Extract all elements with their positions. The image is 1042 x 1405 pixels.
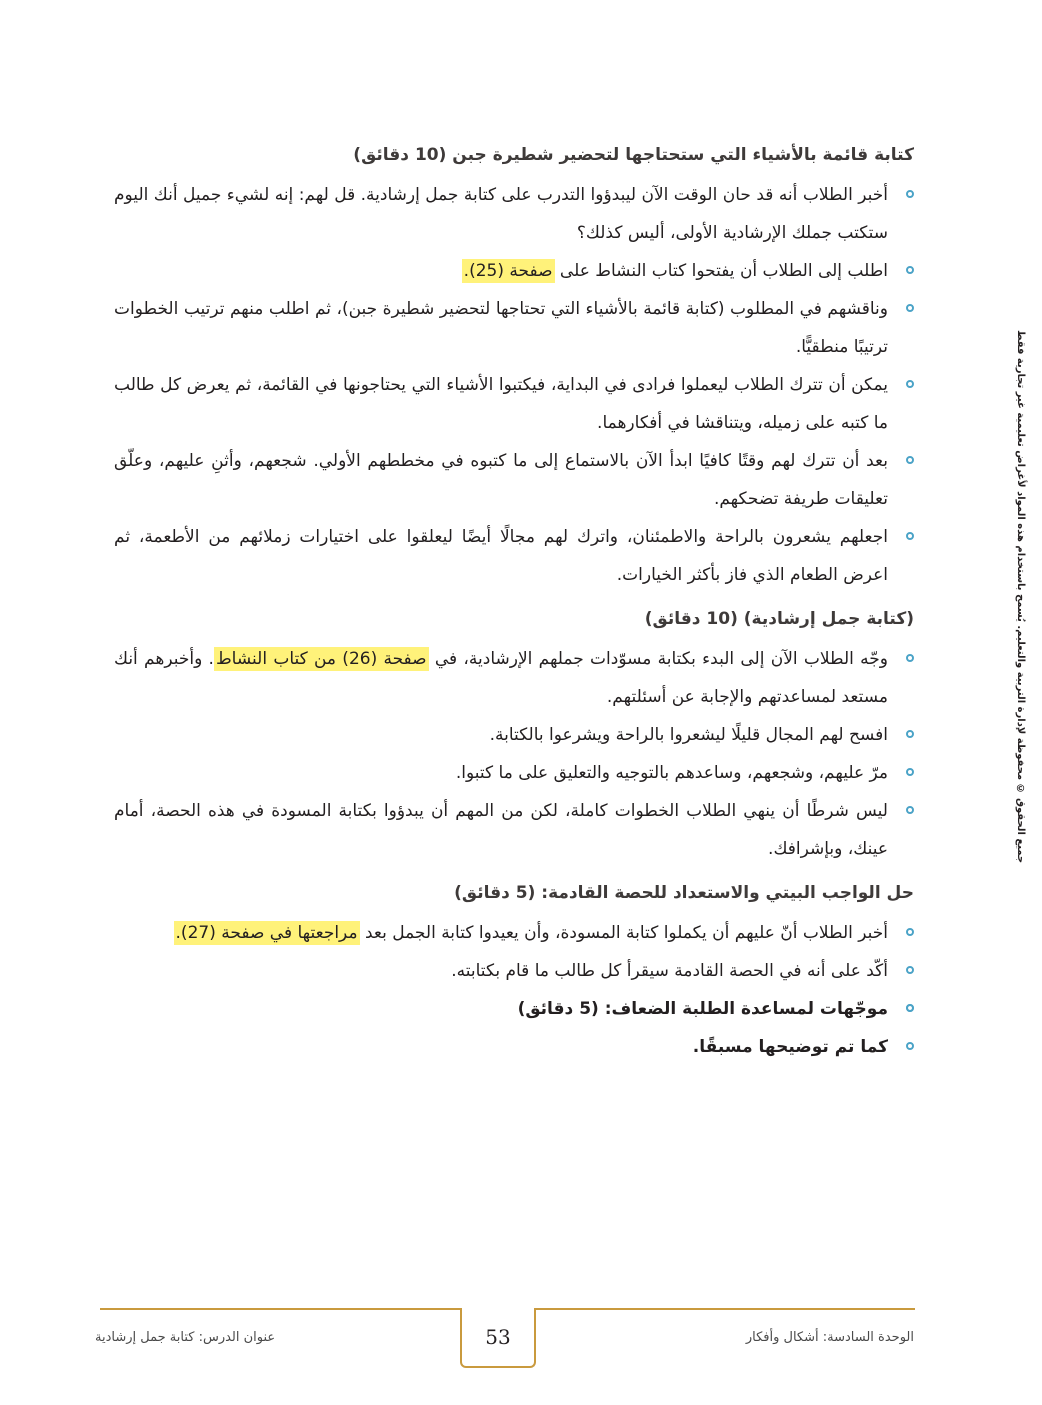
bullet-list	[114, 640, 914, 868]
bullet-icon	[906, 190, 914, 198]
section-heading: كتابة قائمة بالأشياء التي ستحتاجها لتحضير شطيرة جبن (10 دقائق)	[353, 145, 914, 165]
item-text: مرّ عليهم، وشجعهم، وساعدهم بالتوجيه والتعليق على ما كتبوا.	[455, 763, 888, 783]
highlighted-page-ref: صفحة (26) من كتاب النشاط	[215, 649, 427, 669]
page-number-tab	[460, 1308, 536, 1368]
item-text: وناقشهم في المطلوب (كتابة قائمة بالأشياء التي تحتاجها لتحضير شطيرة جبن)، ثم اطلب منهم ترتيب الخطوات ترتيبًا منطقيًّا.	[114, 299, 888, 357]
bullet-list	[114, 914, 914, 1066]
bullet-icon	[906, 1042, 914, 1050]
item-text: أكّد على أنه في الحصة القادمة سيقرأ كل طالب ما قام بكتابته.	[451, 961, 888, 981]
item-text: . وأخبرهم أنك مستعد لمساعدتهم والإجابة عن أسئلتهم.	[114, 649, 888, 707]
item-text: اجعلهم يشعرون بالراحة والاطمئنان، واترك لهم مجالًا أيضًا ليعلقوا على اختيارات زملائهم من الأطعمة، ثم اعرض الطعام الذي فاز بأكثر الخيارات.	[114, 527, 888, 585]
list-item	[114, 176, 914, 252]
item-text: كما تم توضيحها مسبقًا.	[692, 1037, 888, 1057]
item-text: أخبر الطلاب أنّ عليهم أن يكملوا كتابة المسودة، وأن يعيدوا كتابة الجمل بعد	[359, 923, 888, 943]
bullet-icon	[906, 768, 914, 776]
side-note-text: جميع الحقوق © محفوظة لإدارة التربية والتعليم. يُسمح باستخدام هذه المواد لأغراض تعليمية غير تجارية فقط	[1015, 330, 1026, 864]
bullet-icon	[906, 380, 914, 388]
bullet-icon	[906, 806, 914, 814]
bullet-icon	[906, 654, 914, 662]
bullet-icon	[906, 304, 914, 312]
bullet-list	[114, 176, 914, 594]
bullet-icon	[906, 266, 914, 274]
item-text: افسح لهم المجال قليلًا ليشعروا بالراحة ويشرعوا بالكتابة.	[489, 725, 888, 745]
list-item	[114, 792, 914, 868]
list-item	[114, 952, 914, 990]
bullet-icon	[906, 966, 914, 974]
list-item	[114, 442, 914, 518]
item-text: ليس شرطًا أن ينهي الطلاب الخطوات كاملة، لكن من المهم أن يبدؤوا بكتابة المسودة في هذه الحصة، أمام عينك، وبإشرافك.	[114, 801, 888, 859]
footer-lesson-title: عنوان الدرس: كتابة جمل إرشادية	[95, 1330, 276, 1345]
item-text: وجّه الطلاب الآن إلى البدء بكتابة مسوّدات جملهم الإرشادية، في	[428, 649, 888, 669]
copyright-side-note	[998, 330, 1042, 1130]
section-heading: (كتابة جمل إرشادية) (10 دقائق)	[644, 609, 914, 629]
list-item	[114, 366, 914, 442]
highlighted-page-ref: صفحة (25).	[463, 261, 553, 281]
item-text: بعد أن تترك لهم وقتًا كافيًا ابدأ الآن بالاستماع إلى ما كتبوه في مخططهم الأولي. شجعهم، وأثنِ عليهم، وعلّق تعليقات طريفة تضحكهم.	[114, 451, 888, 509]
list-item	[114, 990, 914, 1028]
bullet-icon	[906, 1004, 914, 1012]
section-homework	[114, 878, 914, 1066]
weak-students-guidance-title: موجّهات لمساعدة الطلبة الضعاف: (5 دقائق)	[517, 999, 888, 1019]
bullet-icon	[906, 730, 914, 738]
bullet-icon	[906, 928, 914, 936]
bullet-icon	[906, 456, 914, 464]
lesson-content	[114, 140, 914, 1066]
list-item	[114, 290, 914, 366]
highlighted-page-ref: مراجعتها في صفحة (27).	[175, 923, 358, 943]
list-item	[114, 640, 914, 716]
footer-unit-title: الوحدة السادسة: أشكال وأفكار	[745, 1330, 914, 1345]
list-item	[114, 914, 914, 952]
list-item	[114, 1028, 914, 1066]
list-item	[114, 518, 914, 594]
item-text: أخبر الطلاب أنه قد حان الوقت الآن ليبدؤوا التدرب على كتابة جمل إرشادية. قل لهم: إنه لشيء جميل أنك اليوم ستكتب جملك الإرشادية الأولى، أليس كذلك؟	[114, 185, 888, 243]
item-text: اطلب إلى الطلاب أن يفتحوا كتاب النشاط على	[554, 261, 888, 281]
list-item	[114, 754, 914, 792]
section-shopping-list	[114, 140, 914, 594]
list-item	[114, 252, 914, 290]
bullet-icon	[906, 532, 914, 540]
section-heading: حل الواجب البيتي والاستعداد للحصة القادمة: (5 دقائق)	[454, 883, 914, 903]
section-writing-sentences	[114, 604, 914, 868]
list-item	[114, 716, 914, 754]
page-number: 53	[485, 1325, 511, 1349]
item-text: يمكن أن تترك الطلاب ليعملوا فرادى في البداية، فيكتبوا الأشياء التي يحتاجونها في القائمة، ثم يعرض كل طالب ما كتبه على زميله، ويتناقشا في أفكارهما.	[114, 375, 888, 433]
